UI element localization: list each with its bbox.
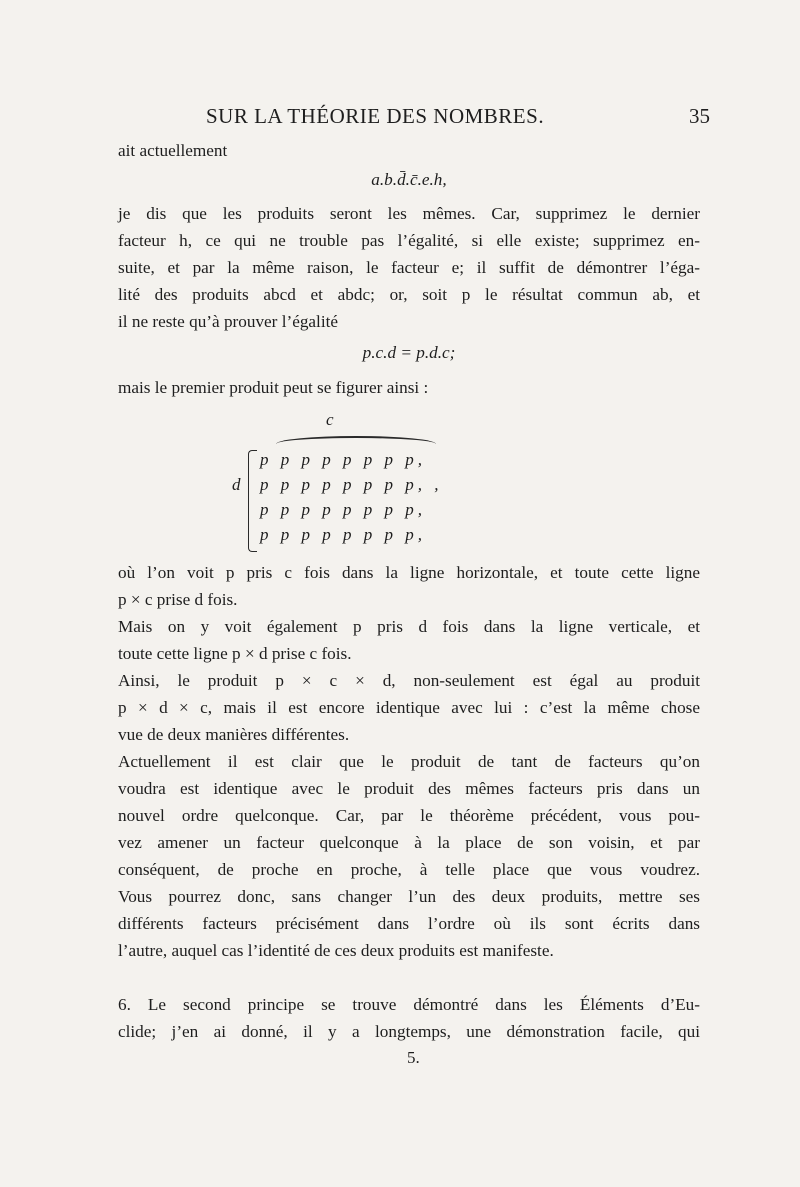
- text-line: p × d × c, mais il est encore identique avec lui : c’est la même chose: [118, 698, 700, 717]
- intro-line: ait actuellement: [118, 141, 228, 160]
- page-number: 35: [689, 104, 710, 128]
- paragraph-2: mais le premier produit peut se figurer ainsi :: [118, 378, 429, 397]
- column-brace: [276, 436, 436, 444]
- text-line: conséquent, de proche en proche, à telle place que vous voudrez.: [118, 860, 700, 879]
- text-line: je dis que les produits seront les mêmes. Car, supprimez le dernier: [118, 204, 700, 223]
- text-line: Actuellement il est clair que le produit de tant de facteurs qu’on: [118, 752, 700, 771]
- product-matrix: [228, 410, 548, 560]
- text-line: vez amener un facteur quelconque à la place de son voisin, et par: [118, 833, 700, 852]
- row-brace: [248, 450, 257, 552]
- matrix-row: p p p p p p p p,: [260, 500, 426, 519]
- text-line: différents facteurs précisément dans l’ordre où ils sont écrits dans: [118, 914, 700, 933]
- header-title: SUR LA THÉORIE DES NOMBRES.: [206, 104, 545, 128]
- text-line: toute cette ligne p × d prise c fois.: [118, 644, 352, 663]
- text-line: il ne reste qu’à prouver l’égalité: [118, 312, 338, 331]
- row-count-label: d: [232, 475, 241, 494]
- text-line: vue de deux manières différentes.: [118, 725, 350, 744]
- text-line: voudra est identique avec le produit des mêmes facteurs pris dans un: [118, 779, 700, 798]
- column-count-label: c: [326, 410, 334, 429]
- text-line: p × c prise d fois.: [118, 590, 238, 609]
- text-line: facteur h, ce qui ne trouble pas l’égalité, si elle existe; supprimez en-: [118, 231, 700, 250]
- formula-line-2: p.c.d = p.d.c;: [362, 343, 456, 362]
- text-line: clide; j’en ai donné, il y a longtemps, une démonstration facile, qui: [118, 1022, 700, 1041]
- matrix-row: p p p p p p p p,: [260, 450, 426, 469]
- text-line: l’autre, auquel cas l’identité de ces deux produits est manifeste.: [118, 941, 554, 960]
- text-line: 6. Le second principe se trouve démontré dans les Éléments d’Eu-: [118, 995, 700, 1014]
- matrix-row: p p p p p p p p, ,: [260, 475, 443, 494]
- running-header: [110, 104, 710, 132]
- text-line: où l’on voit p pris c fois dans la ligne horizontale, et toute cette ligne: [118, 563, 700, 582]
- text-line: suite, et par la même raison, le facteur e; il suffit de démontrer l’éga-: [118, 258, 700, 277]
- text-line: lité des produits abcd et abdc; or, soit p le résultat commun ab, et: [118, 285, 700, 304]
- formula-line-1: a.b.d̄.c̄.e.h,: [371, 170, 447, 189]
- text-line: Mais on y voit également p pris d fois dans la ligne verticale, et: [118, 617, 700, 636]
- matrix-row: p p p p p p p p,: [260, 525, 426, 544]
- text-line: Vous pourrez donc, sans changer l’un des deux produits, mettre ses: [118, 887, 700, 906]
- signature-mark: 5.: [407, 1048, 420, 1067]
- text-line: nouvel ordre quelconque. Car, par le théorème précédent, vous pou-: [118, 806, 700, 825]
- text-line: Ainsi, le produit p × c × d, non-seulement est égal au produit: [118, 671, 700, 690]
